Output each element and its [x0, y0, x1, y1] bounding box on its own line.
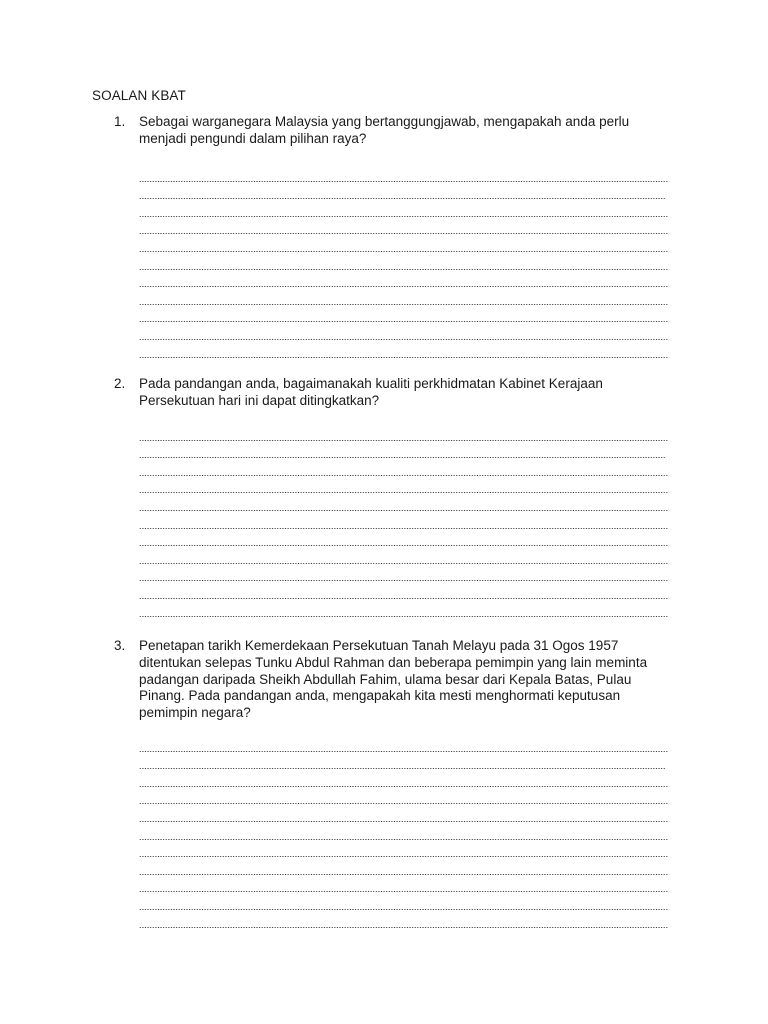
answer-line — [139, 273, 668, 291]
answer-line — [139, 860, 668, 878]
answer-line — [139, 325, 668, 343]
answer-line — [139, 772, 668, 790]
answer-line — [139, 308, 668, 326]
answer-line — [139, 343, 668, 361]
answer-lines — [139, 426, 668, 620]
answer-line — [139, 807, 668, 825]
answer-line — [139, 755, 668, 773]
question-number: 1. — [114, 114, 126, 129]
answer-line — [139, 878, 668, 896]
answer-line — [139, 737, 668, 755]
answer-line — [139, 532, 668, 550]
answer-line — [139, 426, 668, 444]
answer-line — [139, 444, 668, 462]
answer-line — [139, 290, 668, 308]
answer-line — [139, 567, 668, 585]
answer-line — [139, 185, 668, 203]
question-text: Penetapan tarikh Kemerdekaan Persekutuan Tanah Melayu pada 31 Ogos 1957 ditentukan selepas Tunku Abdul Rahman dan beberapa pemimpin yang lain meminta padangan daripada Sheikh Abdullah Fahim, ulama besar dari Kepala Batas, Pulau Pinang. Pada pandangan anda, mengapakah kita mesti menghormati keputusan pemimpin negara? — [139, 638, 648, 721]
question-text: Pada pandangan anda, bagaimanakah kualiti perkhidmatan Kabinet Kerajaan Persekutuan hari ini dapat ditingkatkan? — [139, 376, 603, 408]
answer-line — [139, 602, 668, 620]
answer-line — [139, 220, 668, 238]
answer-line — [139, 255, 668, 273]
answer-line — [139, 202, 668, 220]
answer-line — [139, 790, 668, 808]
page-title: SOALAN KBAT — [92, 88, 186, 103]
answer-lines — [139, 737, 668, 931]
answer-line — [139, 461, 668, 479]
answer-line — [139, 237, 668, 255]
answer-line — [139, 843, 668, 861]
answer-line — [139, 496, 668, 514]
answer-line — [139, 479, 668, 497]
question-number: 2. — [114, 376, 126, 391]
answer-line — [139, 167, 668, 185]
answer-line — [139, 514, 668, 532]
answer-line — [139, 584, 668, 602]
answer-line — [139, 913, 668, 931]
answer-line — [139, 825, 668, 843]
question-text: Sebagai warganegara Malaysia yang bertanggungjawab, mengapakah anda perlu menjadi pengundi dalam pilihan raya? — [139, 114, 630, 146]
answer-line — [139, 549, 668, 567]
answer-line — [139, 895, 668, 913]
answer-lines — [139, 167, 668, 361]
question-number: 3. — [114, 638, 126, 653]
